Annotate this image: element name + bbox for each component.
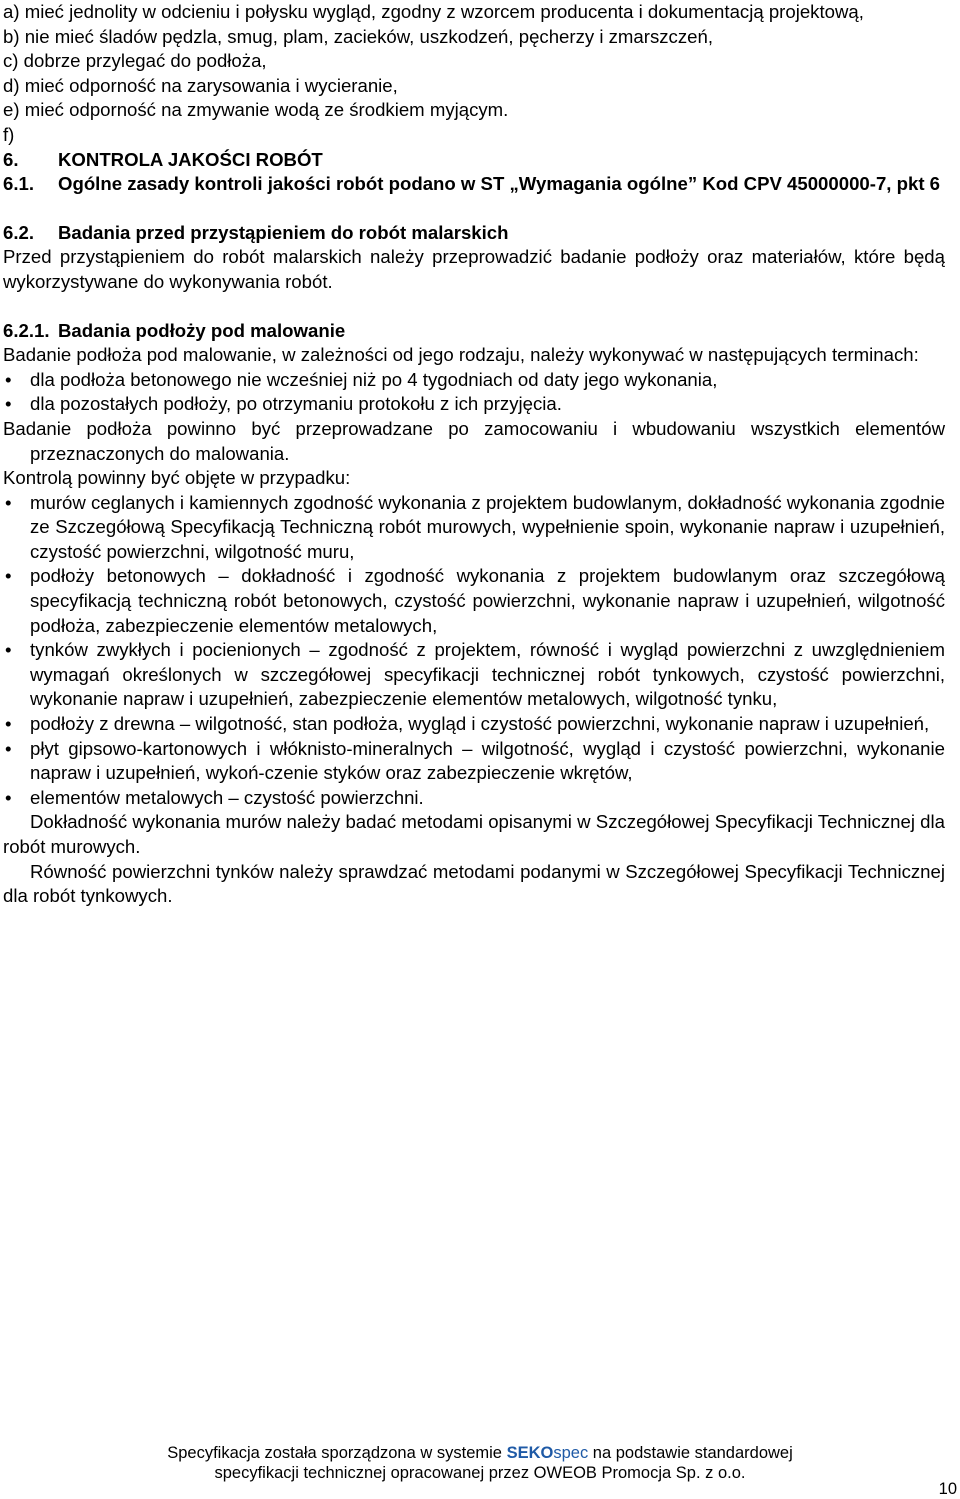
spacer [3,295,945,319]
list-item [3,74,945,99]
list-item-text: mieć odporność na zmywanie wodą ze środkiem myjącym. [24,99,509,121]
section-title: Badania przed przystąpieniem do robót malarskich [58,221,509,243]
list-item-label: f) [3,123,15,145]
footer-text: Specyfikacja została sporządzona w systemie [167,1444,502,1462]
list-item [3,49,945,74]
control-bullet-list [3,491,945,811]
list-item-text: podłoży betonowych – dokładność i zgodność wykonania z projektem budowlanym oraz szczegółową specyfikacją techniczną robót betonowych, czystość powierzchni, wykonanie napraw i uzupełnień, wilgotność podłoża, zabezpieczenie elementów metalowych, [30,565,945,636]
list-item [3,638,945,712]
list-item-text: dla pozostałych podłoży, po otrzymaniu protokołu z ich przyjęcia. [30,393,562,415]
section-number: 6.1. [3,173,35,195]
list-item-text: podłoży z drewna – wilgotność, stan podłoża, wygląd i czystość powierzchni, wykonanie napraw i uzupełnień, [30,713,930,735]
list-item [3,0,945,25]
bullet-icon: • [5,393,12,415]
section-6-1-heading [3,172,945,197]
list-item [3,786,945,811]
list-item-label: b) [3,25,20,47]
list-item-text: elementów metalowych – czystość powierzchni. [30,786,424,808]
bullet-icon: • [5,737,12,759]
list-item-text: mieć odporność na zarysowania i wycieranie, [24,74,398,96]
section-title: Ogólne zasady kontroli jakości robót podano w ST „Wymagania ogólne” Kod CPV 45000000-7, pkt 6 [58,173,941,195]
list-item [3,712,945,737]
list-item [3,25,945,50]
requirements-list [3,0,945,148]
list-item [3,98,945,123]
section-6-2-text: Przed przystąpieniem do robót malarskich należy przeprowadzić badanie podłoży oraz materiałów, które będą wykorzystywane do wykonywania robót. [3,246,945,292]
bullet-icon: • [5,565,12,587]
term-bullet-list [3,368,945,417]
list-item-text: nie mieć śladów pędzla, smug, plam, zacieków, uszkodzeń, pęcherzy i zmarszczeń, [24,25,713,47]
page-number: 10 [938,1480,957,1498]
section-6-2-heading [3,221,945,246]
control-intro: Kontrolą powinny być objęte w przypadku: [3,467,351,489]
list-item-text: dobrze przylegać do podłoża, [23,50,267,72]
bullet-icon: • [5,713,12,735]
list-item-label: d) [3,74,20,96]
list-item [3,491,945,565]
footer-line-2: specyfikacji technicznej opracowanej przez OWEOB Promocja Sp. z o.o. [214,1464,746,1482]
list-item [3,368,945,393]
page-footer [0,1443,960,1483]
list-item-text: tynków zwykłych i pocienionych – zgodność z projektem, równość i wygląd powierzchni z uwzględnieniem wymagań określonych w szczegółowej specyfikacji technicznej robót tynkowych, czystość powierzchni, wykonanie napraw i uzupełnień, zabezpieczenie elementów metalowych, wilgotność tynku, [30,639,945,710]
list-item [3,737,945,786]
list-item [3,564,945,638]
section-number: 6.2. [3,221,35,243]
closing-paragraph: Równość powierzchni tynków należy sprawdzać metodami podanymi w Szczegółowej Specyfikacji Technicznej dla robót tynkowych. [3,860,945,907]
list-item-text [20,123,945,148]
spacer [3,197,945,221]
section-6-heading [3,148,945,173]
list-item-text: murów ceglanych i kamiennych zgodność wykonania z projektem budowlanym, dokładność wykonania zgodnie ze Szczegółową Specyfikacją Techniczną robót murowych, wypełnienie spoin, wykonanie napraw i uzupełnień, czystość powierzchni, wilgotność muru, [30,491,945,562]
logo-text-a: SEKO [506,1444,554,1462]
section-number: 6. [3,148,19,170]
logo-text-b: spec [553,1444,589,1462]
sekospec-logo [507,1444,589,1462]
section-6-2-1-heading [3,319,945,344]
closing-paragraph: Dokładność wykonania murów należy badać metodami opisanymi w Szczegółowej Specyfikacji Technicznej dla robót murowych. [3,811,945,857]
bullet-icon: • [5,786,12,808]
list-item-text: płyt gipsowo-kartonowych i włóknisto-mineralnych – wilgotność, wygląd i czystość powierzchni, wykonanie napraw i uzupełnień, wykoń-czenie styków oraz zabezpieczenie wkrętów, [30,737,945,784]
section-number: 6.2.1. [3,319,50,341]
list-item-label: a) [3,1,20,22]
bullet-icon: • [5,491,12,513]
list-item-text: dla podłoża betonowego nie wcześniej niż po 4 tygodniach od daty jego wykonania, [30,368,718,390]
section-6-2-1-intro: Badanie podłoża pod malowanie, w zależności od jego rodzaju, należy wykonywać w następujących terminach: [3,344,919,366]
section-6-2-1-after: Badanie podłoża powinno być przeprowadzane po zamocowaniu i wbudowaniu wszystkich elementów przeznaczonych do malowania. [3,417,945,464]
list-item [3,123,945,148]
bullet-icon: • [5,639,12,661]
footer-text: na podstawie standardowej [592,1444,793,1462]
bullet-icon: • [5,368,12,390]
list-item-label: e) [3,99,20,121]
section-title: Badania podłoży pod malowanie [58,319,346,341]
section-title: KONTROLA JAKOŚCI ROBÓT [58,148,323,170]
list-item [3,392,945,417]
list-item-label: c) [3,50,19,72]
document-page [3,0,945,909]
list-item-text: mieć jednolity w odcieniu i połysku wygląd, zgodny z wzorcem producenta i dokumentacją projektową, [24,1,864,22]
footer-line-1 [0,1443,960,1463]
